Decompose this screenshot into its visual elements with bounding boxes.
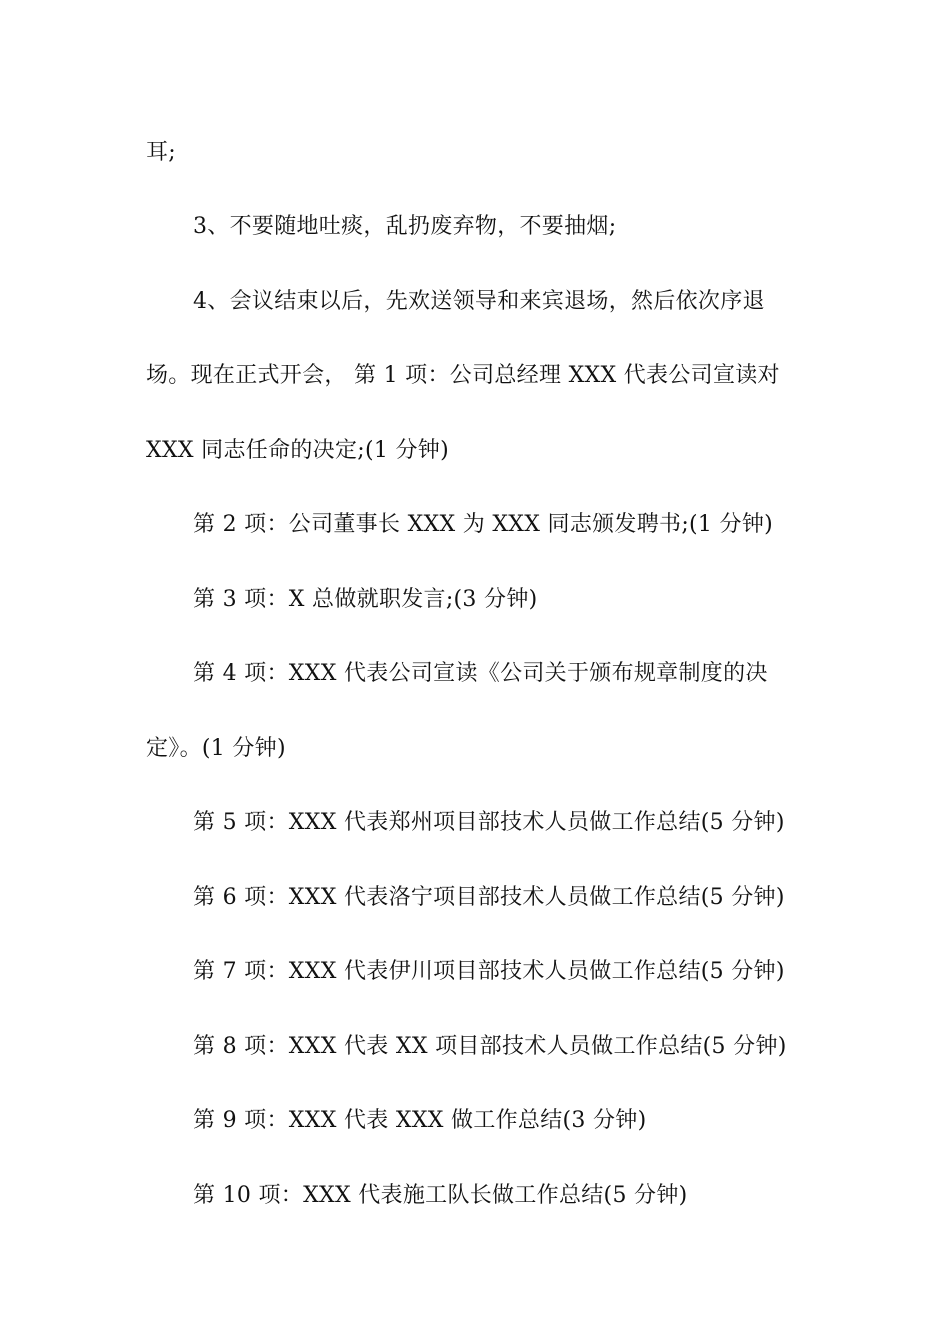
text-line: 定》。(1 分钟) [146,736,286,761]
text-line: 3、不要随地吐痰，乱扔废弃物，不要抽烟; [193,214,617,239]
text-line: 第 3 项：X 总做就职发言;(3 分钟) [193,587,538,612]
text-line: 第 8 项：XXX 代表 XX 项目部技术人员做工作总结(5 分钟) [193,1034,787,1059]
text-line: 耳; [146,140,177,165]
text-line: 第 2 项：公司董事长 XXX 为 XXX 同志颁发聘书;(1 分钟) [193,512,773,537]
text-line: XXX 同志任命的决定;(1 分钟) [146,438,449,463]
text-line: 第 7 项：XXX 代表伊川项目部技术人员做工作总结(5 分钟) [193,959,785,984]
text-line: 第 4 项：XXX 代表公司宣读《公司关于颁布规章制度的决 [193,661,768,686]
text-line: 第 10 项：XXX 代表施工队长做工作总结(5 分钟) [193,1183,688,1208]
text-line: 第 6 项：XXX 代表洛宁项目部技术人员做工作总结(5 分钟) [193,885,785,910]
text-line: 场。现在正式开会， 第 1 项：公司总经理 XXX 代表公司宣读对 [146,363,780,388]
text-line: 4、会议结束以后，先欢送领导和来宾退场，然后依次序退 [193,289,765,314]
text-line: 第 5 项：XXX 代表郑州项目部技术人员做工作总结(5 分钟) [193,810,785,835]
text-line: 第 9 项：XXX 代表 XXX 做工作总结(3 分钟) [193,1108,647,1133]
